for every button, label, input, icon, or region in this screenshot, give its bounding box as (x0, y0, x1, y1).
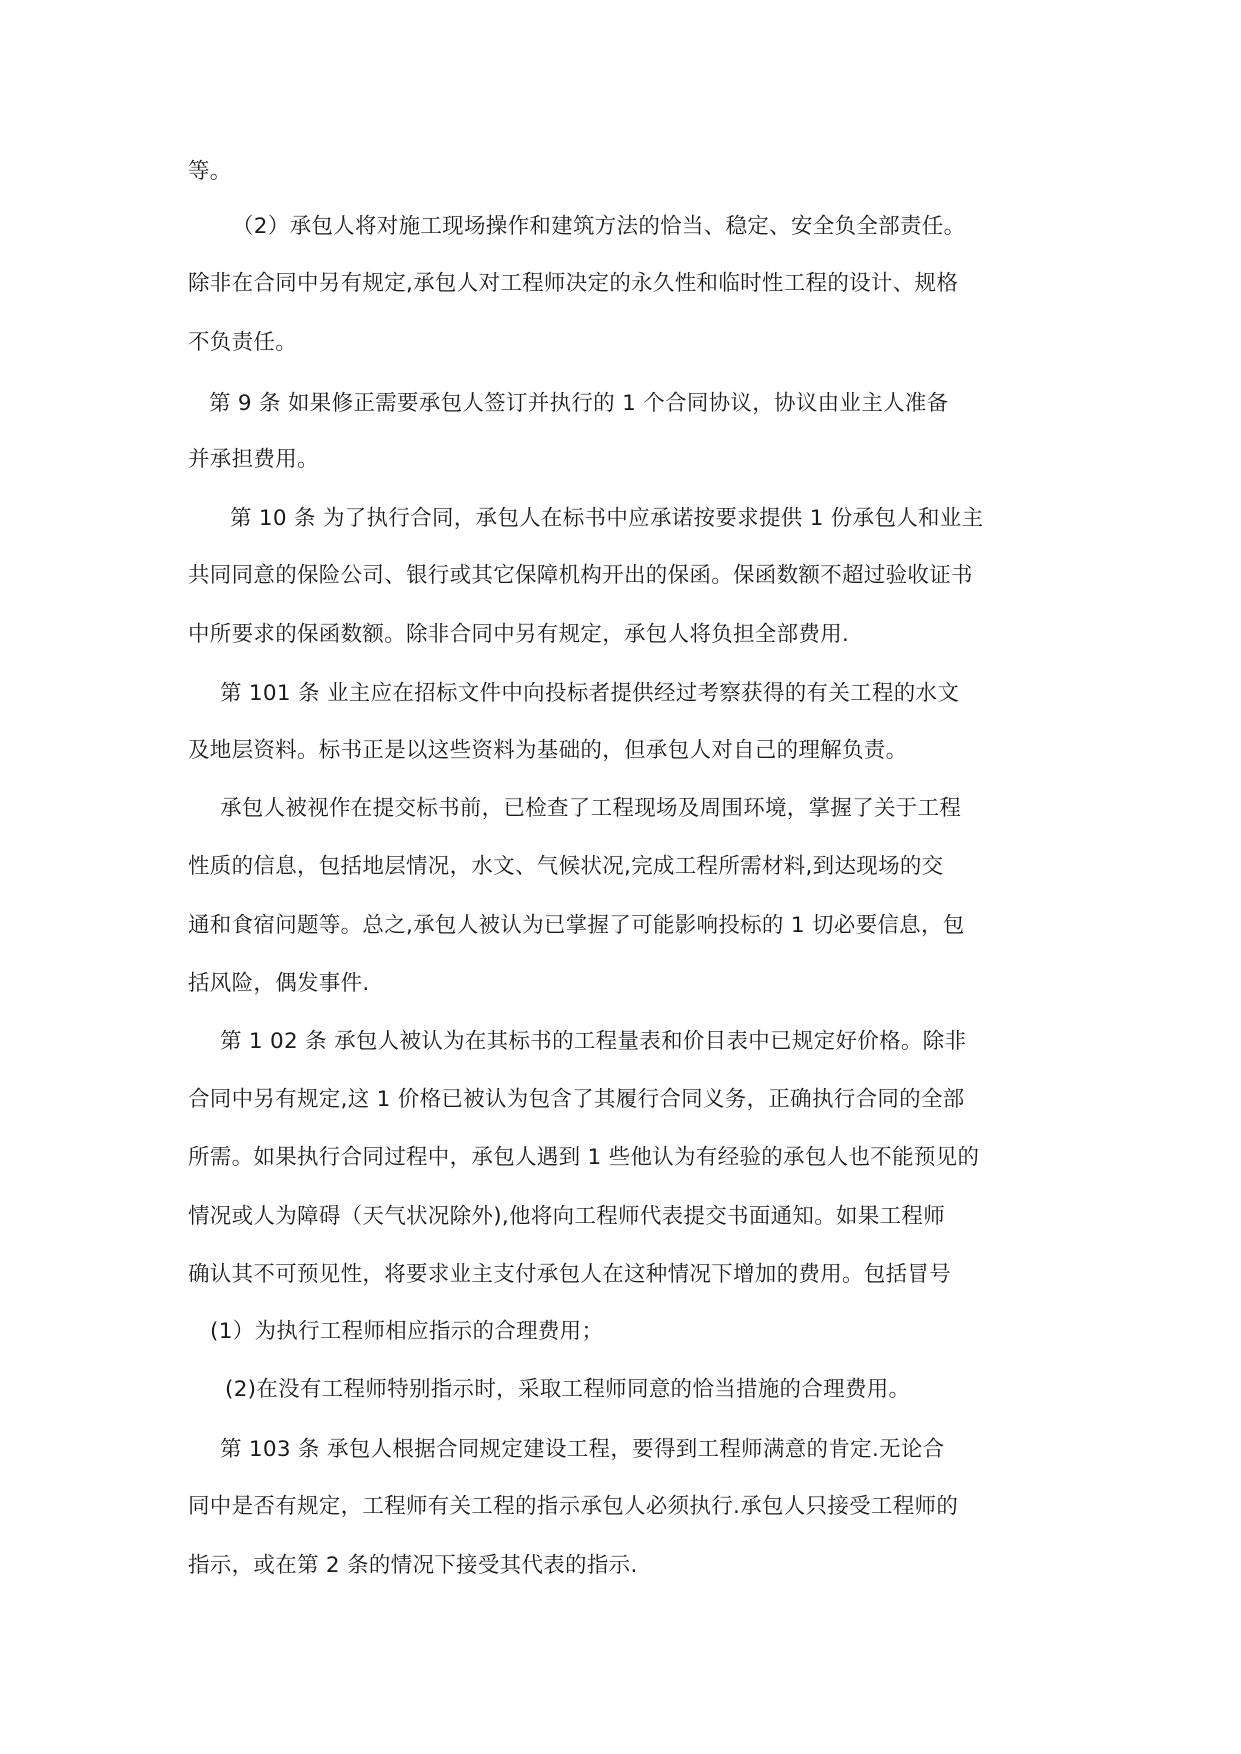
text-line: 并承担费用。 (188, 447, 319, 472)
text-line: 第 101 条 业主应在招标文件中向投标者提供经过考察获得的有关工程的水文 (220, 681, 960, 706)
text-line: 承包人被视作在提交标书前，已检查了工程现场及周围环境，掌握了关于工程 (220, 796, 962, 821)
text-line: 等。 (188, 159, 232, 184)
text-line: 及地层资料。标书正是以这些资料为基础的，但承包人对自己的理解负责。 (188, 738, 908, 763)
text-line: （2）承包人将对施工现场操作和建筑方法的恰当、稳定、安全负全部责任。 (232, 214, 966, 239)
text-line: 共同同意的保险公司、银行或其它保障机构开出的保函。保函数额不超过验收证书 (188, 563, 973, 588)
text-line: 第 1 02 条 承包人被认为在其标书的工程量表和价目表中已规定好价格。除非 (220, 1029, 967, 1054)
text-line: (2)在没有工程师特别指示时，采取工程师同意的恰当措施的合理费用。 (225, 1377, 911, 1402)
text-line: 除非在合同中另有规定,承包人对工程师决定的永久性和临时性工程的设计、规格 (188, 271, 959, 296)
text-line: 通和食宿问题等。总之,承包人被认为已掌握了可能影响投标的 1 切必要信息，包 (188, 913, 965, 938)
text-line: 第 9 条 如果修正需要承包人签订并执行的 1 个合同协议，协议由业主人准备 (209, 391, 949, 416)
text-line: 合同中另有规定,这 1 价格已被认为包含了其履行合同义务，正确执行合同的全部 (188, 1087, 965, 1112)
text-line: 情况或人为障碍（天气状况除外),他将向工程师代表提交书面通知。如果工程师 (188, 1204, 946, 1229)
text-line: 同中是否有规定，工程师有关工程的指示承包人必须执行.承包人只接受工程师的 (188, 1494, 959, 1519)
text-line: (1）为执行工程师相应指示的合理费用； (210, 1319, 604, 1344)
text-line: 不负责任。 (188, 330, 298, 355)
text-line: 第 10 条 为了执行合同，承包人在标书中应承诺按要求提供 1 份承包人和业主 (230, 506, 984, 531)
text-line: 中所要求的保函数额。除非合同中另有规定，承包人将负担全部费用. (188, 622, 850, 647)
text-line: 第 103 条 承包人根据合同规定建设工程，要得到工程师满意的肯定.无论合 (220, 1437, 945, 1462)
text-line: 括风险，偶发事件. (188, 971, 370, 996)
text-line: 指示，或在第 2 条的情况下接受其代表的指示. (188, 1553, 638, 1578)
text-line: 性质的信息，包括地层情况，水文、气候状况,完成工程所需材料,到达现场的交 (188, 854, 944, 879)
text-line: 所需。如果执行合同过程中，承包人遇到 1 些他认为有经验的承包人也不能预见的 (188, 1145, 980, 1170)
text-line: 确认其不可预见性，将要求业主支付承包人在这种情况下增加的费用。包括冒号 (188, 1262, 952, 1287)
